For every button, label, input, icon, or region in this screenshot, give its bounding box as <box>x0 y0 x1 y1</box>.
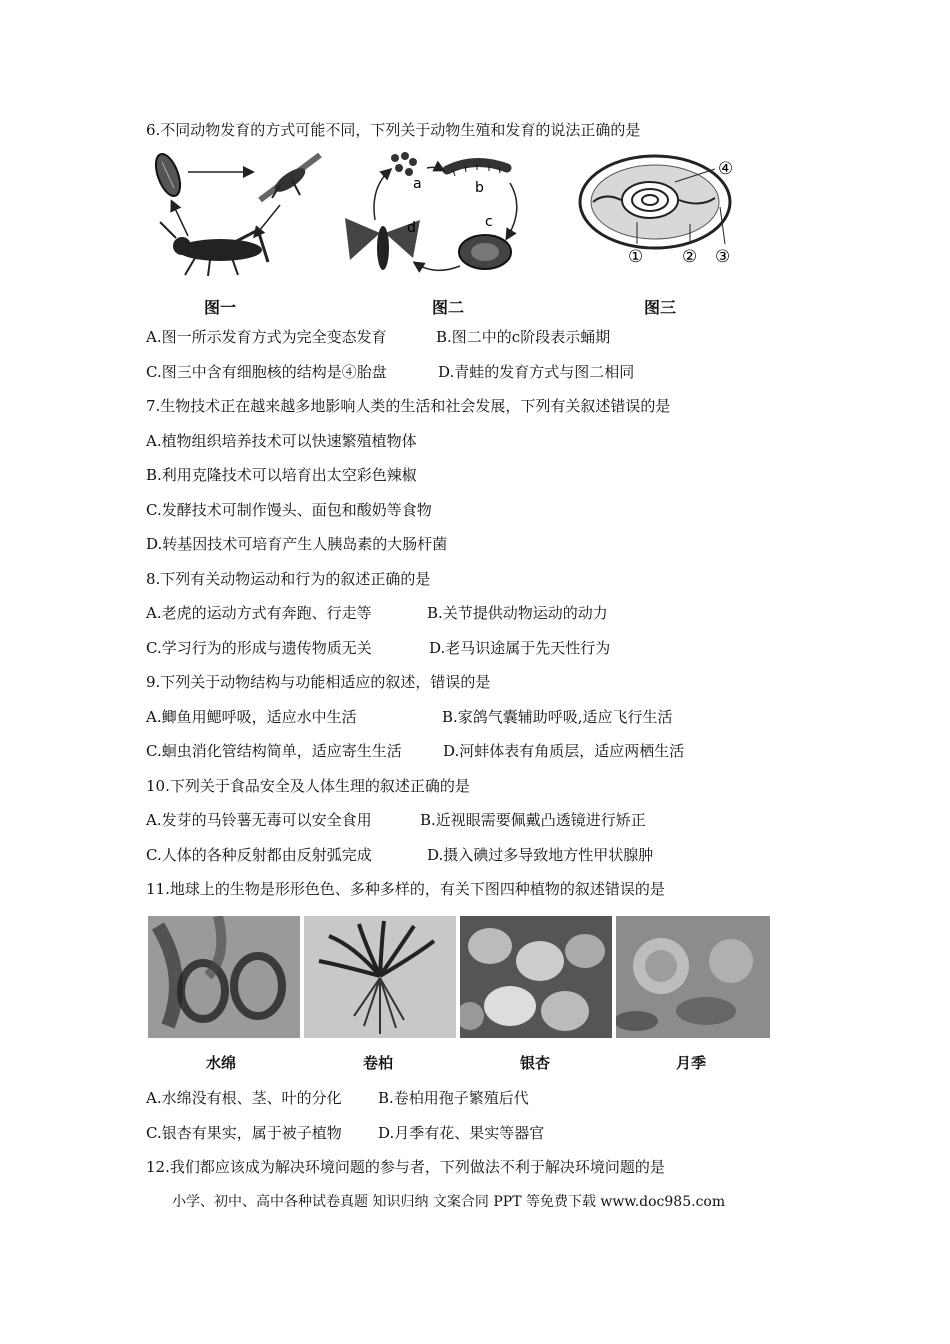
page-footer: 小学、初中、高中各种试卷真题 知识归纳 文案合同 PPT 等免费下载 www.doc985.com <box>172 1194 726 1210</box>
q10-option-b: B.近视眼需要佩戴凸透镜进行矫正 <box>420 811 646 829</box>
eggs-shape <box>391 152 417 176</box>
q8-option-b: B.关节提供动物运动的动力 <box>427 604 608 622</box>
q10-option-d: D.摄入碘过多导致地方性甲状腺肿 <box>427 846 654 864</box>
q7-option-d: D.转基因技术可培育产生人胰岛素的大肠杆菌 <box>146 535 448 553</box>
q11-option-b: B.卷柏用孢子繁殖后代 <box>378 1089 529 1107</box>
fig2-label-c: c <box>485 214 493 230</box>
yolk-shape <box>622 182 678 218</box>
q11-option-d: D.月季有花、果实等器官 <box>378 1124 545 1142</box>
q10-stem: 10.下列关于食品安全及人体生理的叙述正确的是 <box>146 777 470 795</box>
photo-selaginella <box>304 916 456 1038</box>
adult-grasshopper-shape <box>178 239 262 261</box>
q6-stem: 6.不同动物发育的方式可能不同，下列关于动物生殖和发育的说法正确的是 <box>146 121 641 139</box>
figure-3-bird-egg <box>575 152 755 277</box>
plant-caption-selaginella: 卷柏 <box>363 1054 394 1072</box>
photo-spirogyra <box>148 916 300 1038</box>
q7-stem: 7.生物技术正在越来越多地影响人类的生活和社会发展，下列有关叙述错误的是 <box>146 397 671 415</box>
q11-option-c: C.银杏有果实，属于被子植物 <box>146 1124 342 1142</box>
fig2-label-a: a <box>413 176 422 192</box>
q6-option-b: B.图二中的c阶段表示蛹期 <box>436 328 611 346</box>
fig3-label-2: ② <box>682 247 698 267</box>
photo-ginkgo <box>460 916 612 1038</box>
figure-2-silkworm-cycle <box>335 148 535 283</box>
q12-stem: 12.我们都应该成为解决环境问题的参与者，下列做法不利于解决环境问题的是 <box>146 1158 665 1176</box>
q9-option-a: A.鲫鱼用鳃呼吸，适应水中生活 <box>146 708 357 726</box>
q8-stem: 8.下列有关动物运动和行为的叙述正确的是 <box>146 570 431 588</box>
q8-option-d: D.老马识途属于先天性行为 <box>429 639 611 657</box>
plant-caption-spirogyra: 水绵 <box>206 1054 237 1072</box>
q9-option-b: B.家鸽气囊辅助呼吸,适应飞行生活 <box>442 708 673 726</box>
q6-option-c: C.图三中含有细胞核的结构是④胎盘 <box>146 363 387 381</box>
fig2-label-b: b <box>475 180 484 196</box>
q7-option-a: A.植物组织培养技术可以快速繁殖植物体 <box>146 432 417 450</box>
q7-option-b: B.利用克隆技术可以培育出太空彩色辣椒 <box>146 466 417 484</box>
fig2-label-d: d <box>407 220 416 236</box>
q6-option-d: D.青蛙的发育方式与图二相同 <box>438 363 635 381</box>
q9-stem: 9.下列关于动物结构与功能相适应的叙述，错误的是 <box>146 673 491 691</box>
fig3-label-3: ③ <box>715 247 731 267</box>
q10-option-a: A.发芽的马铃薯无毒可以安全食用 <box>146 811 372 829</box>
q9-option-c: C.蛔虫消化管结构简单，适应寄生生活 <box>146 742 402 760</box>
q11-stem: 11.地球上的生物是形形色色、多种多样的，有关下图四种植物的叙述错误的是 <box>146 880 665 898</box>
plant-caption-ginkgo: 银杏 <box>520 1054 551 1072</box>
figure-1-caption: 图一 <box>204 298 237 317</box>
q11-option-a: A.水绵没有根、茎、叶的分化 <box>146 1089 342 1107</box>
figure-3-caption: 图三 <box>644 298 677 317</box>
photo-chinese-rose <box>616 916 770 1038</box>
fig3-label-1: ① <box>628 247 644 267</box>
plant-caption-chinese-rose: 月季 <box>676 1054 707 1072</box>
figure-1-grasshopper-cycle <box>140 150 340 280</box>
q10-option-c: C.人体的各种反射都由反射弧完成 <box>146 846 372 864</box>
q8-option-c: C.学习行为的形成与遗传物质无关 <box>146 639 372 657</box>
q6-option-a: A.图一所示发育方式为完全变态发育 <box>146 328 387 346</box>
q9-option-d: D.河蚌体表有角质层，适应两栖生活 <box>443 742 685 760</box>
q7-option-c: C.发酵技术可制作馒头、面包和酸奶等食物 <box>146 501 432 519</box>
figure-2-caption: 图二 <box>432 298 465 317</box>
q8-option-a: A.老虎的运动方式有奔跑、行走等 <box>146 604 372 622</box>
fig3-label-4: ④ <box>718 159 734 179</box>
